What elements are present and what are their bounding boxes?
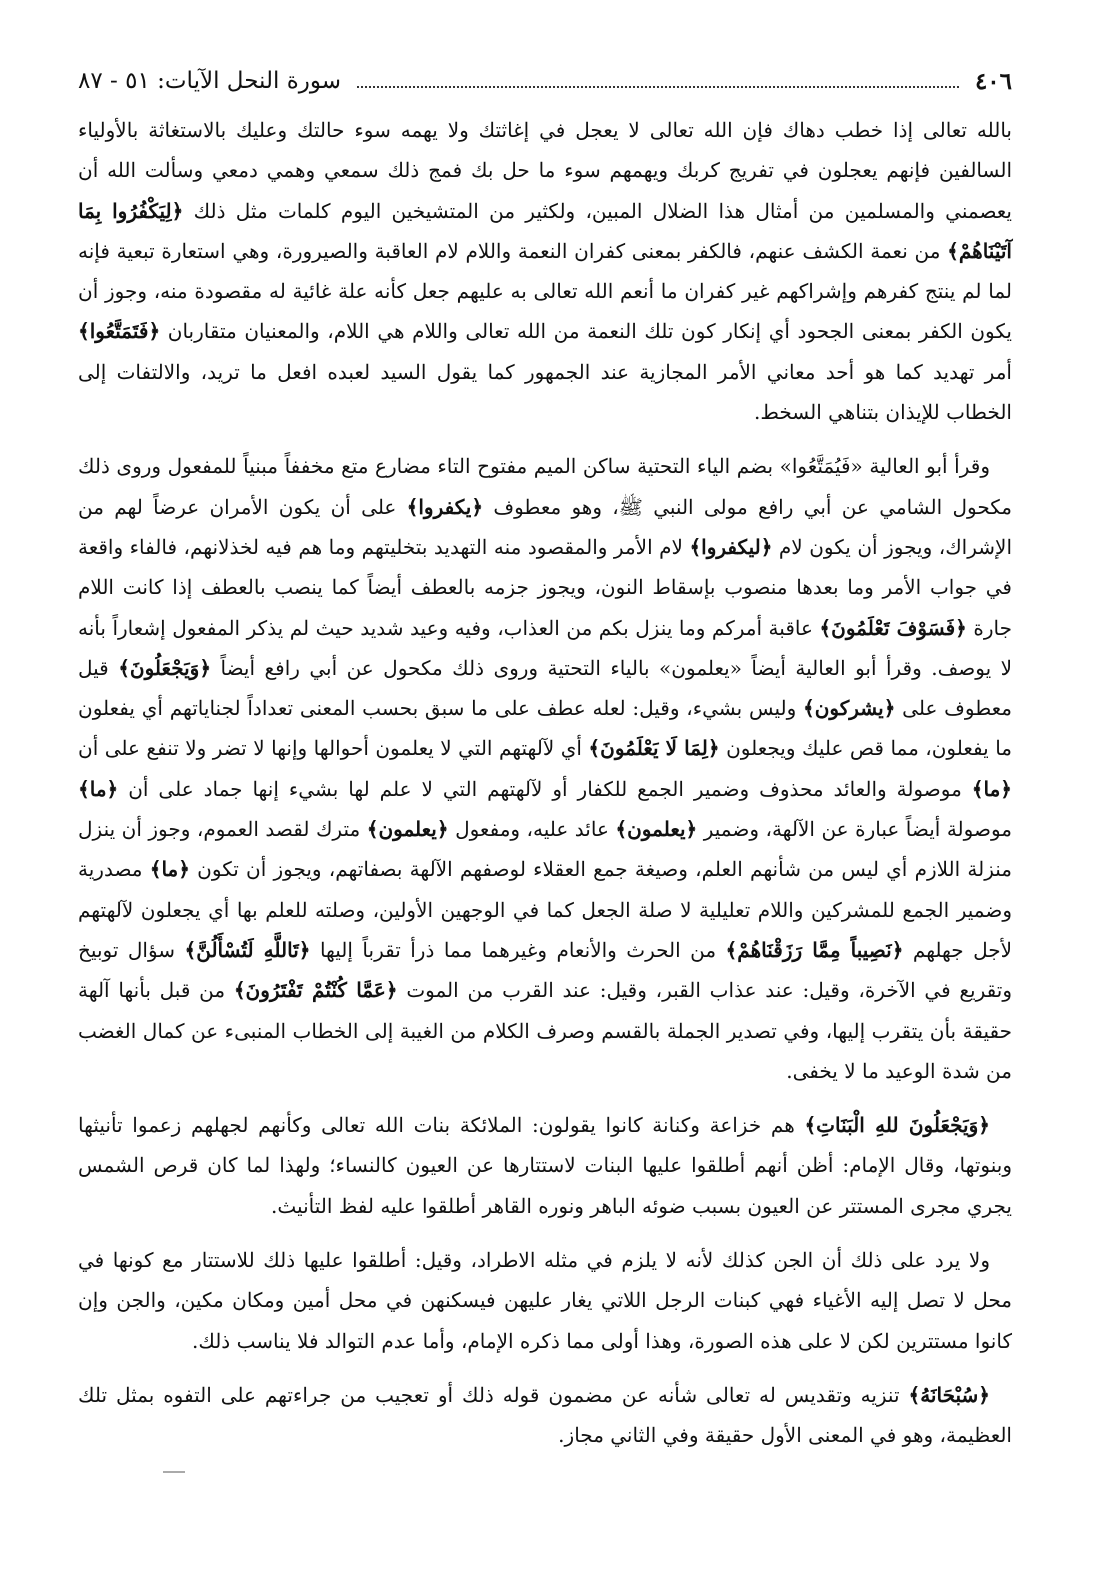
quran-citation: ﴿ما﴾: [78, 776, 119, 801]
quran-citation: ﴿لِمَا لَا يَعْلَمُونَ﴾: [588, 736, 720, 761]
page-body: [78, 110, 1012, 1456]
quran-citation: ﴿وَيَجْعَلُونَ للهِ الْبَنَاتِ﴾: [804, 1113, 990, 1138]
quran-citation: ﴿يعلمون﴾: [615, 817, 698, 842]
header-dot-leader: [357, 85, 959, 88]
quran-citation: ﴿يشركون﴾: [803, 696, 896, 721]
quran-citation: ﴿نَصِيباً مِمَّا رَزَقْنَاهُمْ﴾: [725, 937, 904, 962]
paragraph-5: ﴿سُبْحَانَهُ﴾ تنزيه وتقديس له تعالى شأنه عن مضمون قوله ذلك أو تعجيب من جراءتهم على التفوه بمثل تلك العظيمة، وهو في المعنى الأول حقيقة وفي الثاني مجاز.: [78, 1382, 1012, 1448]
quran-citation: ﴿فَسَوْفَ تَعْلَمُونَ﴾: [819, 615, 967, 640]
quran-citation: ﴿لِيَكْفُرُوا بِمَا آتَيْنَاهُمْ﴾: [78, 198, 1012, 263]
quran-citation: ﴿تَاللَّهِ لَتُسْأَلُنَّ﴾: [184, 937, 311, 962]
paragraph-4: ولا يرد على ذلك أن الجن كذلك لأنه لا يلزم في مثله الاطراد، وقيل: أطلقوا عليها ذلك للاستتار مع كونها في محل لا تصل إليه الأغياء فهي كبنات الرجل اللاتي يغار عليهن فيسكنهن في محل أمين ومكان مكين، والجن وإن كانوا مستترين لكن لا على هذه الصورة، وهذا أولى مما ذكره الإمام، وأما عدم التوالد فلا يناسب ذلك.: [78, 1248, 1012, 1353]
quran-citation: ﴿فَتَمَتَّعُوا﴾: [78, 319, 161, 344]
quran-citation: ﴿عَمَّا كُنْتُمْ تَفْتَرُونَ﴾: [233, 978, 398, 1003]
margin-scan-mark: [163, 1471, 185, 1473]
running-title: سورة النحل الآيات: ٥١ - ٨٧: [78, 68, 342, 95]
quran-citation: ﴿ما﴾: [971, 776, 1013, 801]
running-header: [78, 52, 1012, 96]
quran-citation: ﴿يكفروا﴾: [406, 494, 484, 519]
paragraph-3: ﴿وَيَجْعَلُونَ للهِ الْبَنَاتِ﴾ هم خزاعة وكنانة كانوا يقولون: الملائكة بنات الله تعالى وكأنهم لجهلهم زعموا تأنيثها وبنوتها، وقال الإمام: أظن أنهم أطلقوا عليها البنات لاستتارها عن العيون كالنساء؛ ولهذا لما كان قرص الشمس يجري مجرى المستتر عن العيون بسبب ضوئه الباهر ونوره القاهر أطلقوا عليه لفظ التأنيث.: [78, 1113, 1012, 1218]
quran-citation: ﴿سُبْحَانَهُ﴾: [908, 1382, 990, 1407]
paragraph-2: وقرأ أبو العالية «فَيُمَتَّعُوا» بضم الياء التحتية ساكن الميم مفتوح التاء مضارع متع مخففاً مبنياً للمفعول وروى ذلك مكحول الشامي عن أبي رافع مولى النبي ﷺ، وهو معطوف ﴿يكفروا﴾ على أن يكون الأمران عرضاً لهم من الإشراك، ويجوز أن يكون لام ﴿ليكفروا﴾ لام الأمر والمقصود منه التهديد بتخليتهم وما هم فيه لخذلانهم، فالفاء واقعة في جواب الأمر وما بعدها منصوب بإسقاط النون، ويجوز جزمه بالعطف أيضاً كما ينصب بالعطف إذا كانت اللام جارة ﴿فَسَوْفَ تَعْلَمُونَ﴾ عاقبة أمركم وما ينزل بكم من العذاب، وفيه وعيد شديد حيث لم يذكر المفعول إشعاراً بأنه لا يوصف. وقرأ أبو العالية أيضاً «يعلمون» بالياء التحتية وروى ذلك مكحول عن أبي رافع أيضاً ﴿وَيَجْعَلُونَ﴾ قيل معطوف على ﴿يشركون﴾ وليس بشيء، وقيل: لعله عطف على ما سبق بحسب المعنى تعداداً لجناياتهم أي يفعلون ما يفعلون، مما قص عليك ويجعلون ﴿لِمَا لَا يَعْلَمُونَ﴾ أي لآلهتهم التي لا يعلمون أحوالها وإنها لا تضر ولا تنفع على أن ﴿ما﴾ موصولة والعائد محذوف وضمير الجمع للكفار أو لآلهتهم التي لا علم لها بشيء إنها جماد على أن ﴿ما﴾ موصولة أيضاً عبارة عن الآلهة، وضمير ﴿يعلمون﴾ عائد عليه، ومفعول ﴿يعلمون﴾ مترك لقصد العموم، وجوز أن ينزل منزلة اللازم أي ليس من شأنهم العلم، وصيغة جمع العقلاء لوصفهم الآلهة بصفاتهم، ويجوز أن تكون ﴿ما﴾ مصدرية وضمير الجمع للمشركين واللام تعليلية لا صلة الجعل كما في الوجهين الأولين، وصلته للعلم بها أي يجعلون لآلهتهم لأجل جهلهم ﴿نَصِيباً مِمَّا رَزَقْنَاهُمْ﴾ من الحرث والأنعام وغيرهما مما ذرأ تقرباً إليها ﴿تَاللَّهِ لَتُسْأَلُنَّ﴾ سؤال توبيخ وتقريع في الآخرة، وقيل: عند عذاب القبر، وقيل: عند القرب من الموت ﴿عَمَّا كُنْتُمْ تَفْتَرُونَ﴾ من قبل بأنها آلهة حقيقة بأن يتقرب إليها، وفي تصدير الجملة بالقسم وصرف الكلام من الغيبة إلى الخطاب المنبىء عن كمال الغضب من شدة الوعيد ما لا يخفى.: [78, 454, 1013, 1083]
quran-citation: ﴿ما﴾: [149, 857, 190, 882]
quran-citation: ﴿وَيَجْعَلُونَ﴾: [118, 655, 212, 680]
page-number: ٤٠٦: [974, 68, 1012, 96]
quran-citation: ﴿يعلمون﴾: [366, 817, 449, 842]
paragraph-1: بالله تعالى إذا خطب دهاك فإن الله تعالى لا يعجل في إغاثتك ولا يهمه سوء حالتك وعليك بالاستغاثة بالأولياء السالفين فإنهم يعجلون في تفريج كربك ويهمهم سوء ما حل بك فمج ذلك سمعي وهمي دمعي وسألت الله أن يعصمني والمسلمين من أمثال هذا الضلال المبين، ولكثير من المتشيخين اليوم كلمات مثل ذلك ﴿لِيَكْفُرُوا بِمَا آتَيْنَاهُمْ﴾ من نعمة الكشف عنهم، فالكفر بمعنى كفران النعمة واللام لام العاقبة والصيرورة، وهي استعارة تبعية فإنه لما لم ينتج كفرهم وإشراكهم غير كفران ما أنعم الله تعالى به عليهم جعل كأنه علة غائية له مقصودة منه، وجوز أن يكون الكفر بمعنى الجحود أي إنكار كون تلك النعمة من الله تعالى واللام هي اللام، والمعنيان متقاربان ﴿فَتَمَتَّعُوا﴾ أمر تهديد كما هو أحد معاني الأمر المجازية عند الجمهور كما يقول السيد لعبده افعل ما تريد، والالتفات إلى الخطاب للإيذان بتناهي السخط.: [78, 118, 1012, 425]
quran-citation: ﴿ليكفروا﴾: [689, 534, 773, 559]
